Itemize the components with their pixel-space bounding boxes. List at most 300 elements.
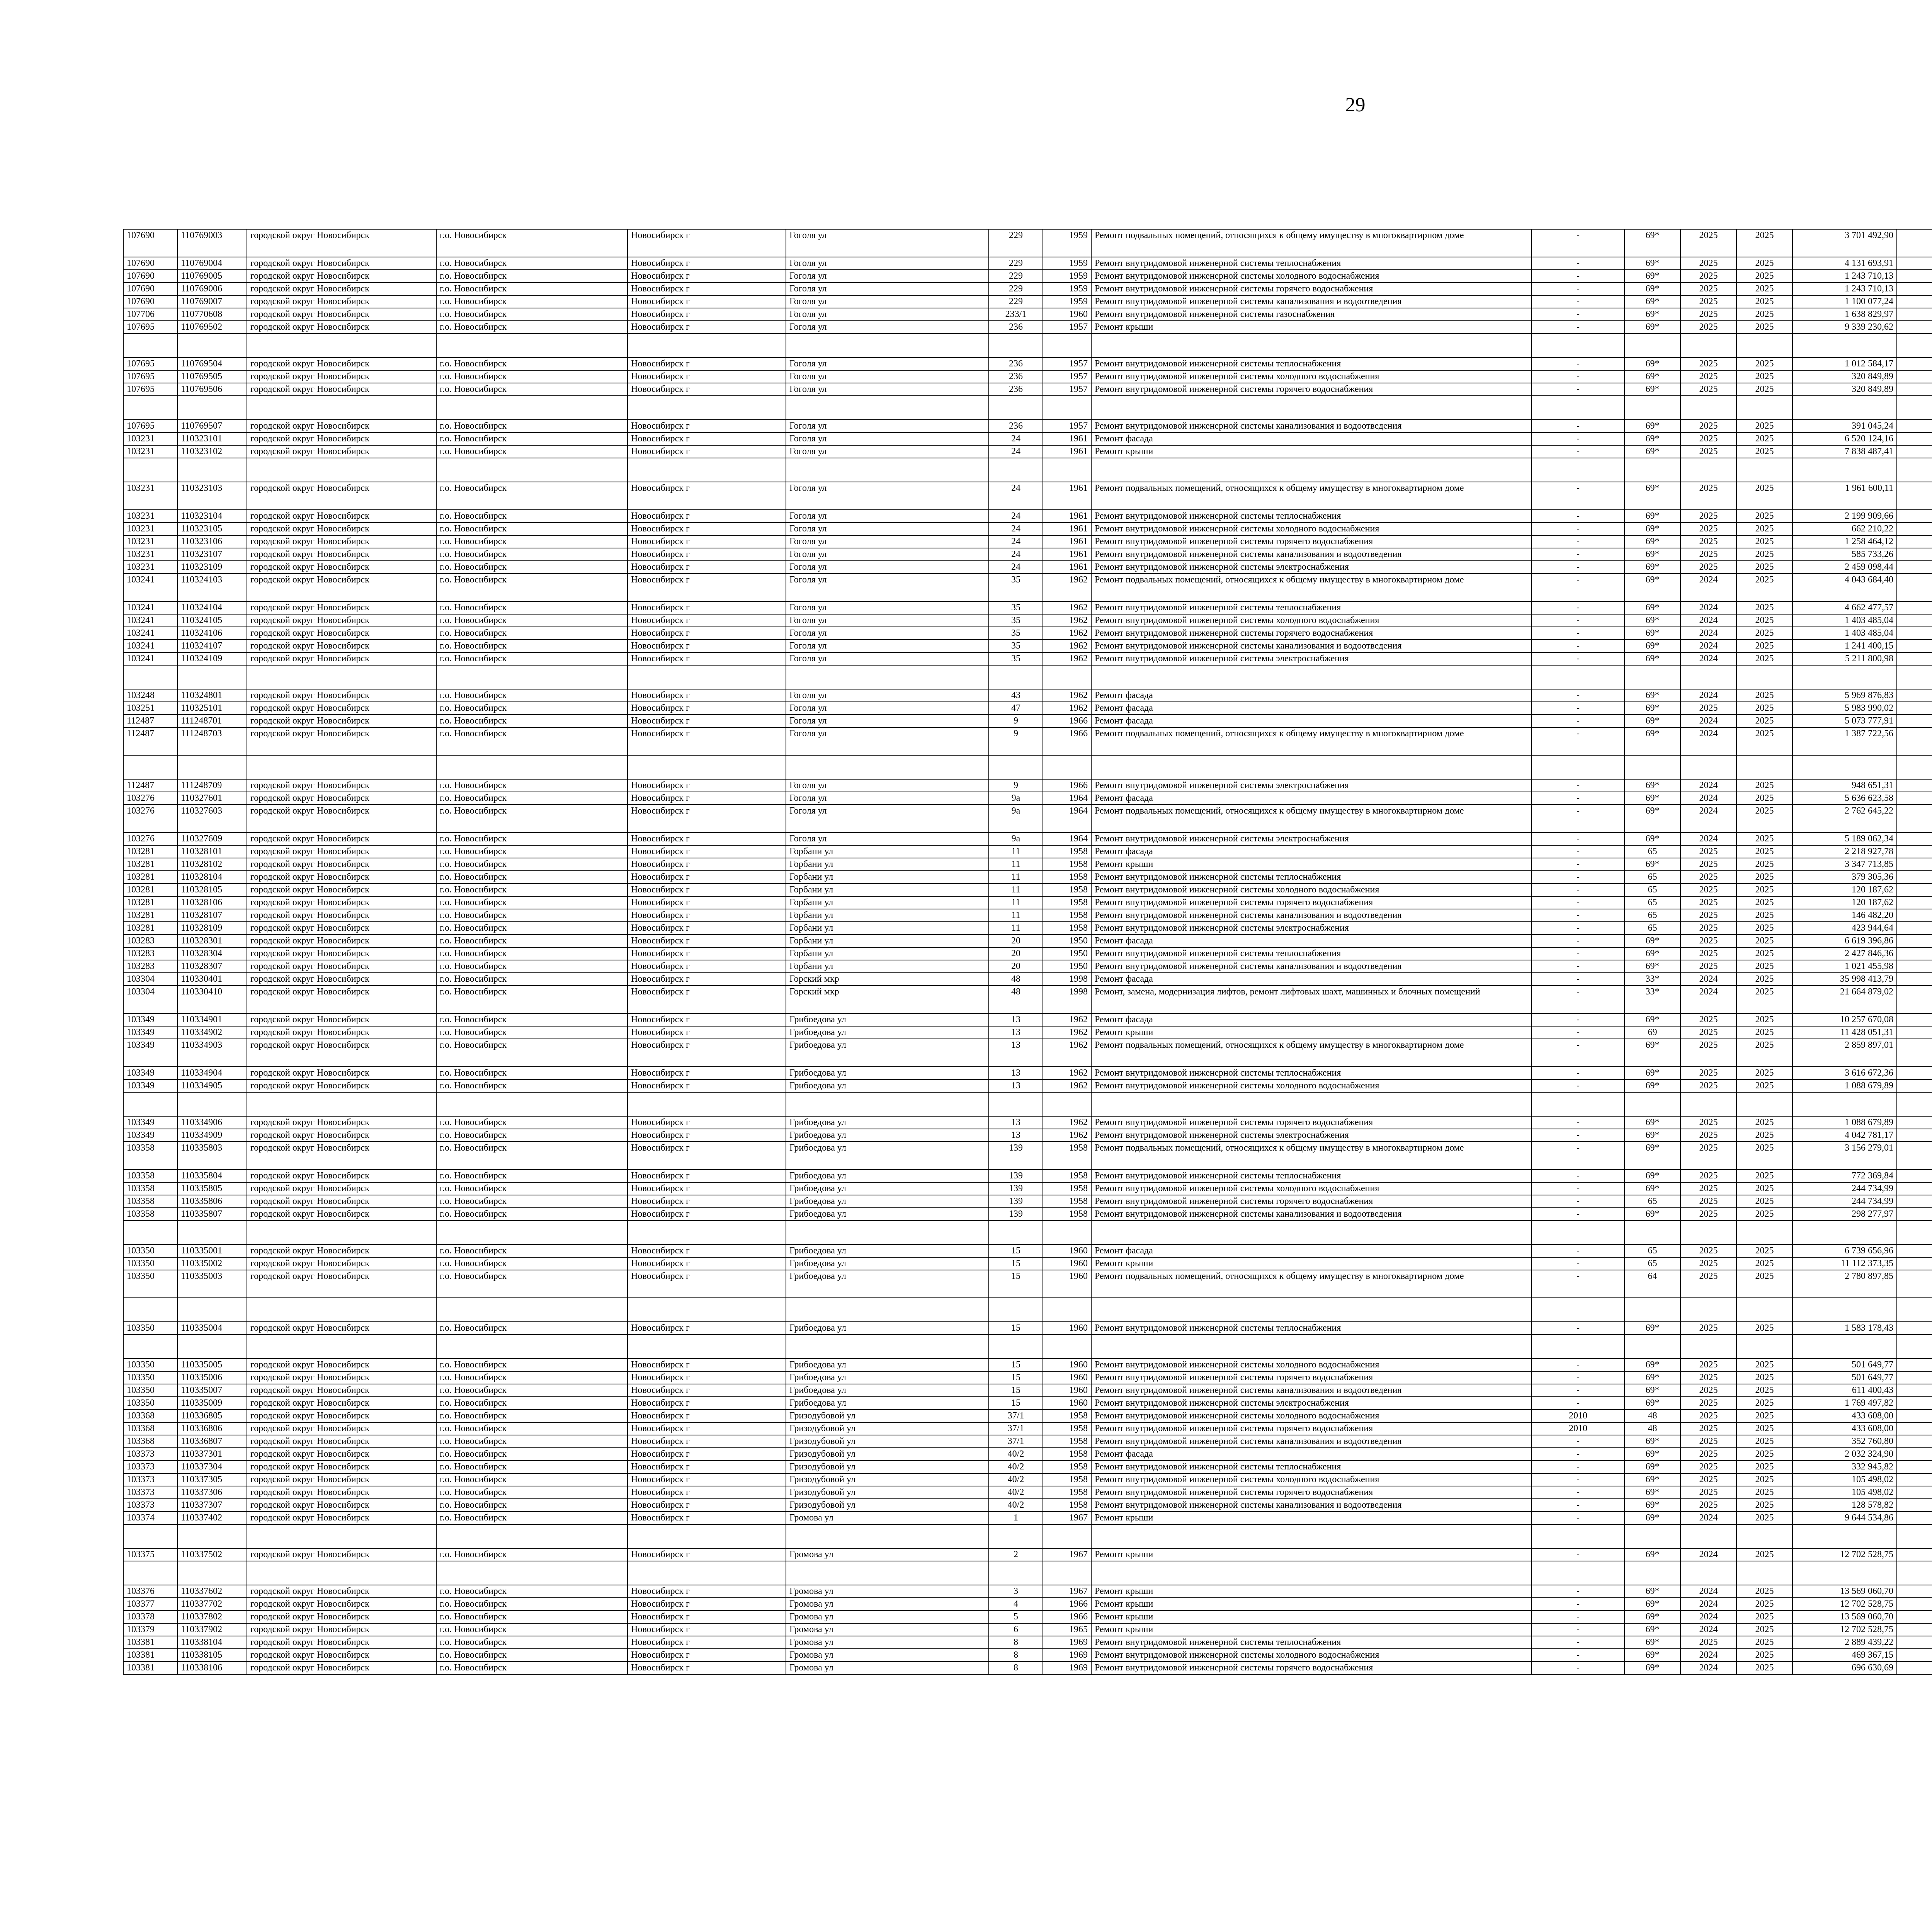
cell-c2: 110328102 <box>177 858 247 871</box>
cell-c1: 103304 <box>123 973 177 986</box>
cell-c2: 110769006 <box>177 283 247 295</box>
cell-c10: - <box>1532 257 1624 270</box>
cell-c1: 107690 <box>123 295 177 308</box>
cell-c8: 1960 <box>1043 308 1091 321</box>
cell-c11: 69* <box>1624 1371 1680 1384</box>
cell-c3: городской округ Новосибирск <box>247 715 436 727</box>
cell-c8: 1962 <box>1043 1013 1091 1026</box>
cell-c2: 110334905 <box>177 1079 247 1092</box>
cell-c5: Новосибирск г <box>628 1649 786 1662</box>
cell-c11: 69* <box>1624 1548 1680 1561</box>
empty-cell <box>436 458 628 482</box>
cell-c9: Ремонт подвальных помещений, относящихся к общему имуществу в многоквартирном доме <box>1091 1039 1532 1067</box>
cell-c6: Гоголя ул <box>786 270 989 283</box>
cell-c1: 103281 <box>123 845 177 858</box>
empty-cell <box>123 755 177 779</box>
cell-c11: 69* <box>1624 727 1680 755</box>
empty-cell <box>628 1092 786 1116</box>
empty-cell <box>1624 334 1680 358</box>
empty-cell <box>1091 1221 1532 1245</box>
cell-c7: 11 <box>989 871 1043 884</box>
cell-c15 <box>1897 922 1932 935</box>
cell-c6: Гоголя ул <box>786 257 989 270</box>
cell-c4: г.о. Новосибирск <box>436 1636 628 1649</box>
cell-c12: 2025 <box>1680 1245 1736 1257</box>
cell-c14: 12 702 528,75 <box>1793 1548 1897 1561</box>
empty-cell <box>1793 665 1897 689</box>
empty-cell <box>628 755 786 779</box>
cell-c14: 2 780 897,85 <box>1793 1270 1897 1298</box>
table-row <box>123 1270 1932 1298</box>
cell-c13: 2025 <box>1736 1170 1793 1182</box>
cell-c14: 11 428 051,31 <box>1793 1026 1897 1039</box>
cell-c9: Ремонт внутридомовой инженерной системы теплоснабжения <box>1091 947 1532 960</box>
cell-c8: 1964 <box>1043 805 1091 833</box>
cell-c2: 110335805 <box>177 1182 247 1195</box>
cell-c13: 2025 <box>1736 689 1793 702</box>
cell-c13: 2025 <box>1736 283 1793 295</box>
cell-c10: - <box>1532 884 1624 896</box>
cell-c2: 110337602 <box>177 1585 247 1598</box>
cell-c2: 110335007 <box>177 1384 247 1397</box>
cell-c6: Горбани ул <box>786 947 989 960</box>
cell-c7: 4 <box>989 1598 1043 1611</box>
cell-c7: 35 <box>989 574 1043 601</box>
empty-cell <box>1532 665 1624 689</box>
table-row <box>123 1195 1932 1208</box>
cell-c12: 2025 <box>1680 1129 1736 1142</box>
cell-c12: 2024 <box>1680 1548 1736 1561</box>
table-row <box>123 574 1932 601</box>
empty-cell <box>436 665 628 689</box>
cell-c5: Новосибирск г <box>628 510 786 523</box>
cell-c5: Новосибирск г <box>628 805 786 833</box>
cell-c5: Новосибирск г <box>628 1473 786 1486</box>
cell-c1: 103349 <box>123 1129 177 1142</box>
cell-c1: 107695 <box>123 383 177 396</box>
empty-cell <box>1736 1561 1793 1585</box>
cell-c6: Гоголя ул <box>786 833 989 845</box>
empty-cell <box>1680 665 1736 689</box>
cell-c2: 110330401 <box>177 973 247 986</box>
cell-c10: - <box>1532 548 1624 561</box>
cell-c10: - <box>1532 482 1624 510</box>
cell-c8: 1958 <box>1043 1142 1091 1170</box>
cell-c14: 433 608,00 <box>1793 1410 1897 1422</box>
cell-c2: 111248703 <box>177 727 247 755</box>
cell-c8: 1962 <box>1043 1116 1091 1129</box>
cell-c15 <box>1897 1067 1932 1079</box>
empty-cell <box>1532 1561 1624 1585</box>
cell-c10: - <box>1532 1079 1624 1092</box>
cell-c1: 103373 <box>123 1461 177 1473</box>
table-row <box>123 845 1932 858</box>
cell-c1: 103349 <box>123 1013 177 1026</box>
cell-c3: городской округ Новосибирск <box>247 1026 436 1039</box>
cell-c6: Гоголя ул <box>786 535 989 548</box>
cell-c14: 2 459 098,44 <box>1793 561 1897 574</box>
cell-c13: 2025 <box>1736 1371 1793 1384</box>
cell-c15 <box>1897 1182 1932 1195</box>
cell-c10: - <box>1532 1384 1624 1397</box>
cell-c11: 69* <box>1624 1598 1680 1611</box>
cell-c14: 1 258 464,12 <box>1793 535 1897 548</box>
empty-cell <box>1043 458 1091 482</box>
empty-cell <box>628 458 786 482</box>
cell-c2: 110330410 <box>177 986 247 1013</box>
spacer-row <box>123 1092 1932 1116</box>
cell-c6: Громова ул <box>786 1649 989 1662</box>
cell-c8: 1961 <box>1043 561 1091 574</box>
cell-c7: 9 <box>989 779 1043 792</box>
cell-c1: 103368 <box>123 1435 177 1448</box>
cell-c4: г.о. Новосибирск <box>436 601 628 614</box>
table-row <box>123 1129 1932 1142</box>
cell-c9: Ремонт внутридомовой инженерной системы холодного водоснабжения <box>1091 1182 1532 1195</box>
cell-c9: Ремонт крыши <box>1091 1257 1532 1270</box>
cell-c2: 110328106 <box>177 896 247 909</box>
cell-c12: 2025 <box>1680 1322 1736 1335</box>
empty-cell <box>436 755 628 779</box>
empty-cell <box>786 1092 989 1116</box>
cell-c10: - <box>1532 896 1624 909</box>
cell-c8: 1962 <box>1043 1079 1091 1092</box>
empty-cell <box>1043 665 1091 689</box>
cell-c1: 103349 <box>123 1026 177 1039</box>
cell-c2: 110769507 <box>177 420 247 432</box>
cell-c8: 1958 <box>1043 1435 1091 1448</box>
empty-cell <box>123 665 177 689</box>
cell-c3: городской округ Новосибирск <box>247 627 436 640</box>
cell-c2: 110335807 <box>177 1208 247 1221</box>
cell-c4: г.о. Новосибирск <box>436 308 628 321</box>
cell-c8: 1961 <box>1043 523 1091 535</box>
cell-c1: 103373 <box>123 1473 177 1486</box>
empty-cell <box>177 1524 247 1548</box>
cell-c9: Ремонт внутридомовой инженерной системы теплоснабжения <box>1091 358 1532 370</box>
cell-c9: Ремонт крыши <box>1091 1598 1532 1611</box>
cell-c6: Грибоедова ул <box>786 1142 989 1170</box>
cell-c1: 103231 <box>123 523 177 535</box>
cell-c10: - <box>1532 986 1624 1013</box>
cell-c10: - <box>1532 1585 1624 1598</box>
cell-c9: Ремонт внутридомовой инженерной системы канализования и водоотведения <box>1091 1435 1532 1448</box>
cell-c9: Ремонт внутридомовой инженерной системы теплоснабжения <box>1091 257 1532 270</box>
cell-c3: городской округ Новосибирск <box>247 1129 436 1142</box>
cell-c12: 2025 <box>1680 1079 1736 1092</box>
cell-c7: 24 <box>989 445 1043 458</box>
cell-c1: 103349 <box>123 1079 177 1092</box>
cell-c2: 110336806 <box>177 1422 247 1435</box>
cell-c3: городской округ Новосибирск <box>247 1116 436 1129</box>
cell-c12: 2025 <box>1680 858 1736 871</box>
cell-c14: 1 243 710,13 <box>1793 283 1897 295</box>
cell-c5: Новосибирск г <box>628 1611 786 1623</box>
table-row <box>123 986 1932 1013</box>
cell-c15 <box>1897 947 1932 960</box>
empty-cell <box>123 1561 177 1585</box>
cell-c3: городской округ Новосибирск <box>247 295 436 308</box>
cell-c2: 110336805 <box>177 1410 247 1422</box>
cell-c11: 69* <box>1624 1636 1680 1649</box>
empty-cell <box>1680 1221 1736 1245</box>
cell-c6: Грибоедова ул <box>786 1257 989 1270</box>
cell-c9: Ремонт подвальных помещений, относящихся к общему имуществу в многоквартирном доме <box>1091 727 1532 755</box>
empty-cell <box>1091 458 1532 482</box>
empty-cell <box>786 334 989 358</box>
table-row <box>123 973 1932 986</box>
cell-c3: городской округ Новосибирск <box>247 1598 436 1611</box>
cell-c7: 139 <box>989 1170 1043 1182</box>
cell-c11: 69* <box>1624 947 1680 960</box>
cell-c6: Грибоедова ул <box>786 1182 989 1195</box>
cell-c7: 229 <box>989 283 1043 295</box>
cell-c7: 1 <box>989 1512 1043 1524</box>
cell-c11: 65 <box>1624 1257 1680 1270</box>
cell-c3: городской округ Новосибирск <box>247 779 436 792</box>
cell-c12: 2025 <box>1680 1422 1736 1435</box>
cell-c7: 13 <box>989 1013 1043 1026</box>
cell-c12: 2025 <box>1680 884 1736 896</box>
cell-c6: Гризодубовой ул <box>786 1448 989 1461</box>
cell-c3: городской округ Новосибирск <box>247 1636 436 1649</box>
cell-c14: 5 636 623,58 <box>1793 792 1897 805</box>
cell-c6: Гоголя ул <box>786 510 989 523</box>
cell-c9: Ремонт фасада <box>1091 973 1532 986</box>
cell-c9: Ремонт подвальных помещений, относящихся к общему имуществу в многоквартирном доме <box>1091 1270 1532 1298</box>
cell-c10: - <box>1532 295 1624 308</box>
cell-c2: 110334902 <box>177 1026 247 1039</box>
cell-c10: - <box>1532 614 1624 627</box>
cell-c8: 1957 <box>1043 321 1091 334</box>
cell-c13: 2025 <box>1736 1598 1793 1611</box>
cell-c15 <box>1897 1384 1932 1397</box>
empty-cell <box>786 1298 989 1322</box>
empty-cell <box>1897 334 1932 358</box>
cell-c6: Гризодубовой ул <box>786 1461 989 1473</box>
cell-c6: Громова ул <box>786 1585 989 1598</box>
cell-c2: 110323109 <box>177 561 247 574</box>
cell-c4: г.о. Новосибирск <box>436 1371 628 1384</box>
cell-c6: Гоголя ул <box>786 561 989 574</box>
cell-c5: Новосибирск г <box>628 1039 786 1067</box>
cell-c8: 1959 <box>1043 270 1091 283</box>
cell-c3: городской округ Новосибирск <box>247 1067 436 1079</box>
cell-c9: Ремонт внутридомовой инженерной системы горячего водоснабжения <box>1091 1422 1532 1435</box>
cell-c7: 37/1 <box>989 1410 1043 1422</box>
cell-c1: 103350 <box>123 1397 177 1410</box>
cell-c11: 69* <box>1624 1384 1680 1397</box>
cell-c6: Громова ул <box>786 1598 989 1611</box>
cell-c2: 110324104 <box>177 601 247 614</box>
empty-cell <box>1680 1335 1736 1359</box>
cell-c15 <box>1897 432 1932 445</box>
cell-c10: - <box>1532 1270 1624 1298</box>
table-row <box>123 1461 1932 1473</box>
cell-c5: Новосибирск г <box>628 614 786 627</box>
cell-c11: 69* <box>1624 1623 1680 1636</box>
cell-c8: 1962 <box>1043 614 1091 627</box>
cell-c6: Гоголя ул <box>786 727 989 755</box>
cell-c7: 8 <box>989 1649 1043 1662</box>
table-row <box>123 1486 1932 1499</box>
cell-c6: Гоголя ул <box>786 805 989 833</box>
cell-c3: городской округ Новосибирск <box>247 689 436 702</box>
spacer-row <box>123 1298 1932 1322</box>
cell-c14: 4 042 781,17 <box>1793 1129 1897 1142</box>
cell-c12: 2025 <box>1680 1636 1736 1649</box>
cell-c7: 35 <box>989 601 1043 614</box>
cell-c7: 13 <box>989 1026 1043 1039</box>
empty-cell <box>1736 334 1793 358</box>
cell-c4: г.о. Новосибирск <box>436 1448 628 1461</box>
cell-c9: Ремонт крыши <box>1091 1026 1532 1039</box>
table-row <box>123 1142 1932 1170</box>
cell-c13: 2025 <box>1736 727 1793 755</box>
cell-c12: 2025 <box>1680 358 1736 370</box>
cell-c13: 2025 <box>1736 601 1793 614</box>
cell-c1: 103241 <box>123 640 177 652</box>
cell-c11: 69* <box>1624 574 1680 601</box>
cell-c6: Гоголя ул <box>786 358 989 370</box>
cell-c7: 15 <box>989 1270 1043 1298</box>
cell-c14: 105 498,02 <box>1793 1486 1897 1499</box>
empty-cell <box>989 1561 1043 1585</box>
cell-c9: Ремонт, замена, модернизация лифтов, ремонт лифтовых шахт, машинных и блочных помещений <box>1091 986 1532 1013</box>
cell-c14: 4 131 693,91 <box>1793 257 1897 270</box>
capital-repair-table <box>123 229 1932 1675</box>
cell-c1: 107695 <box>123 321 177 334</box>
cell-c5: Новосибирск г <box>628 1486 786 1499</box>
cell-c1: 103358 <box>123 1208 177 1221</box>
empty-cell <box>1043 1221 1091 1245</box>
cell-c9: Ремонт внутридомовой инженерной системы электроснабжения <box>1091 561 1532 574</box>
cell-c2: 111248709 <box>177 779 247 792</box>
cell-c13: 2025 <box>1736 1245 1793 1257</box>
cell-c4: г.о. Новосибирск <box>436 1322 628 1335</box>
cell-c8: 1998 <box>1043 986 1091 1013</box>
empty-cell <box>177 1221 247 1245</box>
cell-c7: 15 <box>989 1397 1043 1410</box>
cell-c14: 3 156 279,01 <box>1793 1142 1897 1170</box>
cell-c10: - <box>1532 1473 1624 1486</box>
cell-c5: Новосибирск г <box>628 358 786 370</box>
cell-c4: г.о. Новосибирск <box>436 1270 628 1298</box>
empty-cell <box>628 1524 786 1548</box>
cell-c15 <box>1897 909 1932 922</box>
cell-c6: Гоголя ул <box>786 574 989 601</box>
cell-c11: 65 <box>1624 909 1680 922</box>
cell-c3: городской округ Новосибирск <box>247 321 436 334</box>
cell-c2: 110337802 <box>177 1611 247 1623</box>
cell-c10: - <box>1532 1013 1624 1026</box>
table-row <box>123 1649 1932 1662</box>
table-row <box>123 727 1932 755</box>
cell-c5: Новосибирск г <box>628 715 786 727</box>
cell-c4: г.о. Новосибирск <box>436 1195 628 1208</box>
spacer-row <box>123 334 1932 358</box>
cell-c7: 2 <box>989 1548 1043 1561</box>
cell-c2: 110335003 <box>177 1270 247 1298</box>
cell-c14: 501 649,77 <box>1793 1359 1897 1371</box>
empty-cell <box>1043 1335 1091 1359</box>
cell-c5: Новосибирск г <box>628 640 786 652</box>
cell-c14: 13 569 060,70 <box>1793 1585 1897 1598</box>
cell-c8: 1958 <box>1043 1448 1091 1461</box>
cell-c10: - <box>1532 445 1624 458</box>
cell-c11: 69* <box>1624 614 1680 627</box>
cell-c1: 103358 <box>123 1195 177 1208</box>
cell-c1: 103381 <box>123 1662 177 1674</box>
cell-c1: 103283 <box>123 960 177 973</box>
cell-c9: Ремонт внутридомовой инженерной системы теплоснабжения <box>1091 1461 1532 1473</box>
cell-c11: 69* <box>1624 295 1680 308</box>
cell-c9: Ремонт фасада <box>1091 935 1532 947</box>
cell-c15 <box>1897 805 1932 833</box>
cell-c14: 662 210,22 <box>1793 523 1897 535</box>
cell-c11: 69* <box>1624 792 1680 805</box>
cell-c14: 1 100 077,24 <box>1793 295 1897 308</box>
cell-c9: Ремонт внутридомовой инженерной системы электроснабжения <box>1091 1397 1532 1410</box>
cell-c1: 107690 <box>123 229 177 257</box>
cell-c4: г.о. Новосибирск <box>436 1039 628 1067</box>
cell-c6: Громова ул <box>786 1662 989 1674</box>
cell-c4: г.о. Новосибирск <box>436 884 628 896</box>
cell-c6: Грибоедова ул <box>786 1039 989 1067</box>
cell-c9: Ремонт внутридомовой инженерной системы теплоснабжения <box>1091 510 1532 523</box>
cell-c14: 120 187,62 <box>1793 896 1897 909</box>
cell-c11: 69* <box>1624 1435 1680 1448</box>
cell-c11: 69* <box>1624 482 1680 510</box>
table-row <box>123 652 1932 665</box>
table-row <box>123 1245 1932 1257</box>
cell-c7: 40/2 <box>989 1486 1043 1499</box>
cell-c12: 2025 <box>1680 1397 1736 1410</box>
cell-c10: - <box>1532 535 1624 548</box>
table-row <box>123 1585 1932 1598</box>
cell-c3: городской округ Новосибирск <box>247 432 436 445</box>
cell-c5: Новосибирск г <box>628 1461 786 1473</box>
cell-c15 <box>1897 1245 1932 1257</box>
cell-c6: Гоголя ул <box>786 702 989 715</box>
cell-c5: Новосибирск г <box>628 1662 786 1674</box>
cell-c4: г.о. Новосибирск <box>436 270 628 283</box>
cell-c11: 69* <box>1624 1039 1680 1067</box>
cell-c12: 2024 <box>1680 805 1736 833</box>
empty-cell <box>247 334 436 358</box>
cell-c6: Гоголя ул <box>786 445 989 458</box>
cell-c4: г.о. Новосибирск <box>436 535 628 548</box>
cell-c6: Грибоедова ул <box>786 1026 989 1039</box>
empty-cell <box>628 665 786 689</box>
cell-c14: 4 043 684,40 <box>1793 574 1897 601</box>
cell-c4: г.о. Новосибирск <box>436 1182 628 1195</box>
cell-c15 <box>1897 270 1932 283</box>
cell-c11: 69* <box>1624 1499 1680 1512</box>
cell-c1: 103379 <box>123 1623 177 1636</box>
cell-c2: 110337702 <box>177 1598 247 1611</box>
cell-c3: городской округ Новосибирск <box>247 510 436 523</box>
table-row <box>123 432 1932 445</box>
cell-c12: 2024 <box>1680 1649 1736 1662</box>
cell-c5: Новосибирск г <box>628 1067 786 1079</box>
cell-c9: Ремонт фасада <box>1091 432 1532 445</box>
cell-c4: г.о. Новосибирск <box>436 1208 628 1221</box>
empty-cell <box>247 396 436 420</box>
cell-c14: 332 945,82 <box>1793 1461 1897 1473</box>
cell-c14: 120 187,62 <box>1793 884 1897 896</box>
cell-c15 <box>1897 1473 1932 1486</box>
